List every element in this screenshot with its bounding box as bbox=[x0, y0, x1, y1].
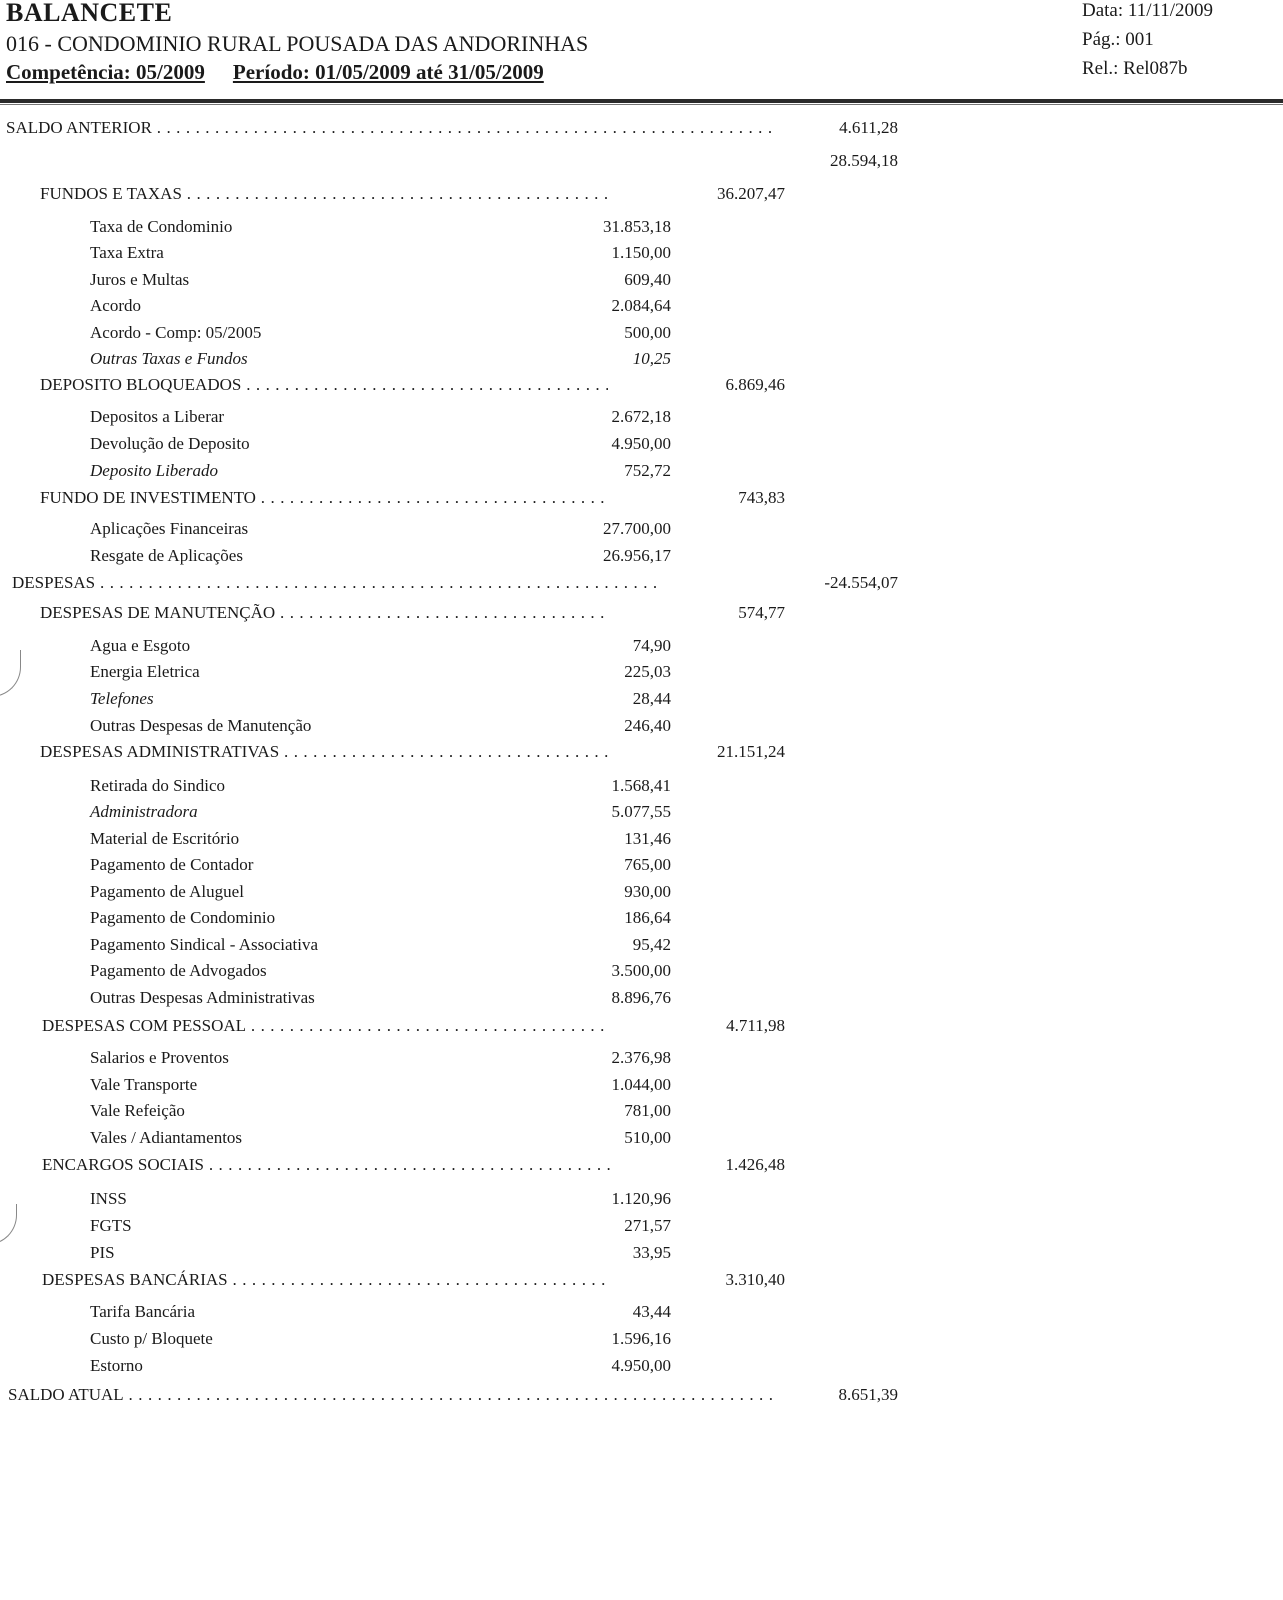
item-value: 2.672,18 bbox=[611, 407, 671, 426]
group-label: DESPESAS COM PESSOAL . . . bbox=[42, 1016, 610, 1036]
item-label: Vales / Adiantamentos bbox=[90, 1128, 243, 1147]
item-value: 752,72 bbox=[624, 461, 671, 480]
saldo-anterior-value: 4.611,28 bbox=[839, 118, 898, 137]
item-value: 131,46 bbox=[624, 829, 671, 848]
item-value: 4.950,00 bbox=[611, 434, 671, 453]
item-label: Tarifa Bancária bbox=[90, 1302, 195, 1321]
group-row bbox=[0, 742, 1283, 768]
item-value: 246,40 bbox=[624, 716, 671, 735]
receitas-total-row bbox=[0, 151, 1283, 177]
item-label: Taxa Extra bbox=[90, 243, 164, 262]
item-value: 1.044,00 bbox=[611, 1075, 671, 1094]
group-total: 574,77 bbox=[738, 603, 785, 622]
group-total: 4.711,98 bbox=[726, 1016, 785, 1035]
item-value: 1.120,96 bbox=[611, 1189, 671, 1208]
period-line bbox=[6, 60, 544, 85]
line-item bbox=[0, 1048, 1283, 1074]
item-label: Resgate de Aplicações bbox=[90, 546, 243, 565]
item-value: 33,95 bbox=[632, 1243, 671, 1262]
group-row bbox=[0, 603, 1283, 629]
item-label: Pagamento de Condominio bbox=[90, 908, 276, 927]
line-item bbox=[0, 1329, 1283, 1355]
item-value: 95,42 bbox=[632, 935, 671, 954]
periodo: Período: 01/05/2009 até 31/05/2009 bbox=[232, 60, 544, 84]
report-title: BALANCETE bbox=[6, 0, 173, 27]
line-item bbox=[0, 961, 1283, 987]
group-label: DEPOSITO BLOQUEADOS . . . bbox=[40, 375, 608, 395]
item-label: FGTS bbox=[90, 1216, 132, 1235]
item-value: 186,64 bbox=[624, 908, 671, 927]
group-row bbox=[0, 1270, 1283, 1296]
item-value: 781,00 bbox=[624, 1101, 671, 1120]
item-label: Devolução de Deposito bbox=[90, 434, 250, 453]
saldo-anterior-label: SALDO ANTERIOR . . . bbox=[6, 118, 776, 138]
line-item bbox=[0, 636, 1283, 662]
item-value: 43,44 bbox=[632, 1302, 671, 1321]
page-number: Pág.: 001 bbox=[1082, 29, 1154, 50]
line-item bbox=[0, 407, 1283, 433]
line-item bbox=[0, 1243, 1283, 1269]
item-label: Salarios e Proventos bbox=[90, 1048, 229, 1067]
line-item bbox=[0, 519, 1283, 545]
item-value: 10,25 bbox=[632, 349, 671, 368]
line-item bbox=[0, 434, 1283, 460]
item-value: 765,00 bbox=[624, 855, 671, 874]
saldo-anterior-row bbox=[0, 118, 1283, 144]
group-total: 6.869,46 bbox=[725, 375, 785, 394]
line-item bbox=[0, 802, 1283, 828]
line-item bbox=[0, 270, 1283, 296]
group-label: FUNDO DE INVESTIMENTO . . . bbox=[40, 488, 608, 508]
item-label: Estorno bbox=[90, 1356, 143, 1375]
item-value: 2.376,98 bbox=[611, 1048, 671, 1067]
line-item bbox=[0, 1075, 1283, 1101]
saldo-atual-value: 8.651,39 bbox=[838, 1385, 898, 1404]
line-item bbox=[0, 1356, 1283, 1382]
item-value: 4.950,00 bbox=[611, 1356, 671, 1375]
group-label: FUNDOS E TAXAS . . . bbox=[40, 184, 608, 204]
item-value: 609,40 bbox=[624, 270, 671, 289]
line-item bbox=[0, 1128, 1283, 1154]
saldo-atual-label: SALDO ATUAL . . . bbox=[8, 1385, 776, 1405]
despesas-row bbox=[0, 573, 1283, 599]
item-value: 930,00 bbox=[624, 882, 671, 901]
line-item bbox=[0, 882, 1283, 908]
group-total: 36.207,47 bbox=[717, 184, 785, 203]
item-value: 271,57 bbox=[624, 1216, 671, 1235]
item-label: Retirada do Sindico bbox=[90, 776, 226, 795]
line-item bbox=[0, 776, 1283, 802]
line-item bbox=[0, 908, 1283, 934]
item-label: Pagamento de Advogados bbox=[90, 961, 267, 980]
group-total: 743,83 bbox=[738, 488, 785, 507]
group-total: 3.310,40 bbox=[725, 1270, 785, 1289]
group-row bbox=[0, 488, 1283, 514]
item-value: 27.700,00 bbox=[603, 519, 671, 538]
header-divider bbox=[0, 99, 1283, 103]
item-label: PIS bbox=[90, 1243, 115, 1262]
item-label: Administradora bbox=[90, 802, 198, 821]
despesas-label: DESPESAS . . . bbox=[12, 573, 660, 593]
group-row bbox=[0, 1155, 1283, 1181]
line-item bbox=[0, 1302, 1283, 1328]
item-value: 31.853,18 bbox=[603, 217, 671, 236]
item-value: 8.896,76 bbox=[611, 988, 671, 1007]
line-item bbox=[0, 855, 1283, 881]
item-label: Outras Despesas Administrativas bbox=[90, 988, 315, 1007]
item-label: Aplicações Financeiras bbox=[90, 519, 249, 538]
saldo-atual-row bbox=[0, 1385, 1283, 1411]
line-item bbox=[0, 323, 1283, 349]
line-item bbox=[0, 988, 1283, 1014]
item-label: Energia Eletrica bbox=[90, 662, 200, 681]
item-label: Outras Taxas e Fundos bbox=[90, 349, 248, 368]
report-code: Rel.: Rel087b bbox=[1082, 58, 1188, 79]
line-item bbox=[0, 1189, 1283, 1215]
despesas-value: -24.554,07 bbox=[824, 573, 898, 592]
line-item bbox=[0, 716, 1283, 742]
group-label: ENCARGOS SOCIAIS . . . bbox=[42, 1155, 610, 1175]
group-label: DESPESAS ADMINISTRATIVAS . . . bbox=[40, 742, 608, 762]
item-label: Pagamento de Aluguel bbox=[90, 882, 244, 901]
item-value: 1.596,16 bbox=[611, 1329, 671, 1348]
group-total: 1.426,48 bbox=[725, 1155, 785, 1174]
item-label: Pagamento Sindical - Associativa bbox=[90, 935, 319, 954]
item-label: Acordo bbox=[90, 296, 141, 315]
item-label: Juros e Multas bbox=[90, 270, 190, 289]
group-label: DESPESAS DE MANUTENÇÃO . . . bbox=[40, 603, 608, 623]
item-value: 28,44 bbox=[632, 689, 671, 708]
item-label: Custo p/ Bloquete bbox=[90, 1329, 213, 1348]
item-value: 5.077,55 bbox=[611, 802, 671, 821]
item-value: 2.084,64 bbox=[611, 296, 671, 315]
line-item bbox=[0, 662, 1283, 688]
group-total: 21.151,24 bbox=[717, 742, 785, 761]
item-label: Deposito Liberado bbox=[90, 461, 218, 480]
item-label: Vale Transporte bbox=[90, 1075, 198, 1094]
receitas-total-value: 28.594,18 bbox=[830, 151, 898, 170]
line-item bbox=[0, 217, 1283, 243]
line-item bbox=[0, 461, 1283, 487]
header-divider-thin bbox=[0, 104, 1283, 105]
item-value: 500,00 bbox=[624, 323, 671, 342]
line-item bbox=[0, 349, 1283, 375]
line-item bbox=[0, 243, 1283, 269]
item-value: 1.150,00 bbox=[611, 243, 671, 262]
group-label: DESPESAS BANCÁRIAS . . . bbox=[42, 1270, 610, 1290]
line-item bbox=[0, 1216, 1283, 1242]
line-item bbox=[0, 296, 1283, 322]
item-label: Telefones bbox=[90, 689, 154, 708]
condominium-name: 016 - CONDOMINIO RURAL POUSADA DAS ANDORINHAS bbox=[6, 31, 589, 56]
group-row bbox=[0, 1016, 1283, 1042]
item-label: Depositos a Liberar bbox=[90, 407, 225, 426]
item-label: Pagamento de Contador bbox=[90, 855, 254, 874]
item-label: Vale Refeição bbox=[90, 1101, 185, 1120]
item-value: 74,90 bbox=[632, 636, 671, 655]
item-label: Taxa de Condominio bbox=[90, 217, 233, 236]
item-label: Outras Despesas de Manutenção bbox=[90, 716, 312, 735]
line-item bbox=[0, 935, 1283, 961]
line-item bbox=[0, 546, 1283, 572]
line-item bbox=[0, 1101, 1283, 1127]
item-value: 1.568,41 bbox=[611, 776, 671, 795]
item-value: 510,00 bbox=[624, 1128, 671, 1147]
item-label: INSS bbox=[90, 1189, 127, 1208]
item-value: 225,03 bbox=[624, 662, 671, 681]
competencia: Competência: 05/2009 bbox=[6, 60, 205, 84]
item-label: Agua e Esgoto bbox=[90, 636, 191, 655]
line-item bbox=[0, 829, 1283, 855]
report-date: Data: 11/11/2009 bbox=[1082, 0, 1214, 21]
group-row bbox=[0, 184, 1283, 210]
item-label: Material de Escritório bbox=[90, 829, 240, 848]
line-item bbox=[0, 689, 1283, 715]
item-label: Acordo - Comp: 05/2005 bbox=[90, 323, 262, 342]
item-value: 3.500,00 bbox=[611, 961, 671, 980]
group-row bbox=[0, 375, 1283, 401]
item-value: 26.956,17 bbox=[603, 546, 671, 565]
